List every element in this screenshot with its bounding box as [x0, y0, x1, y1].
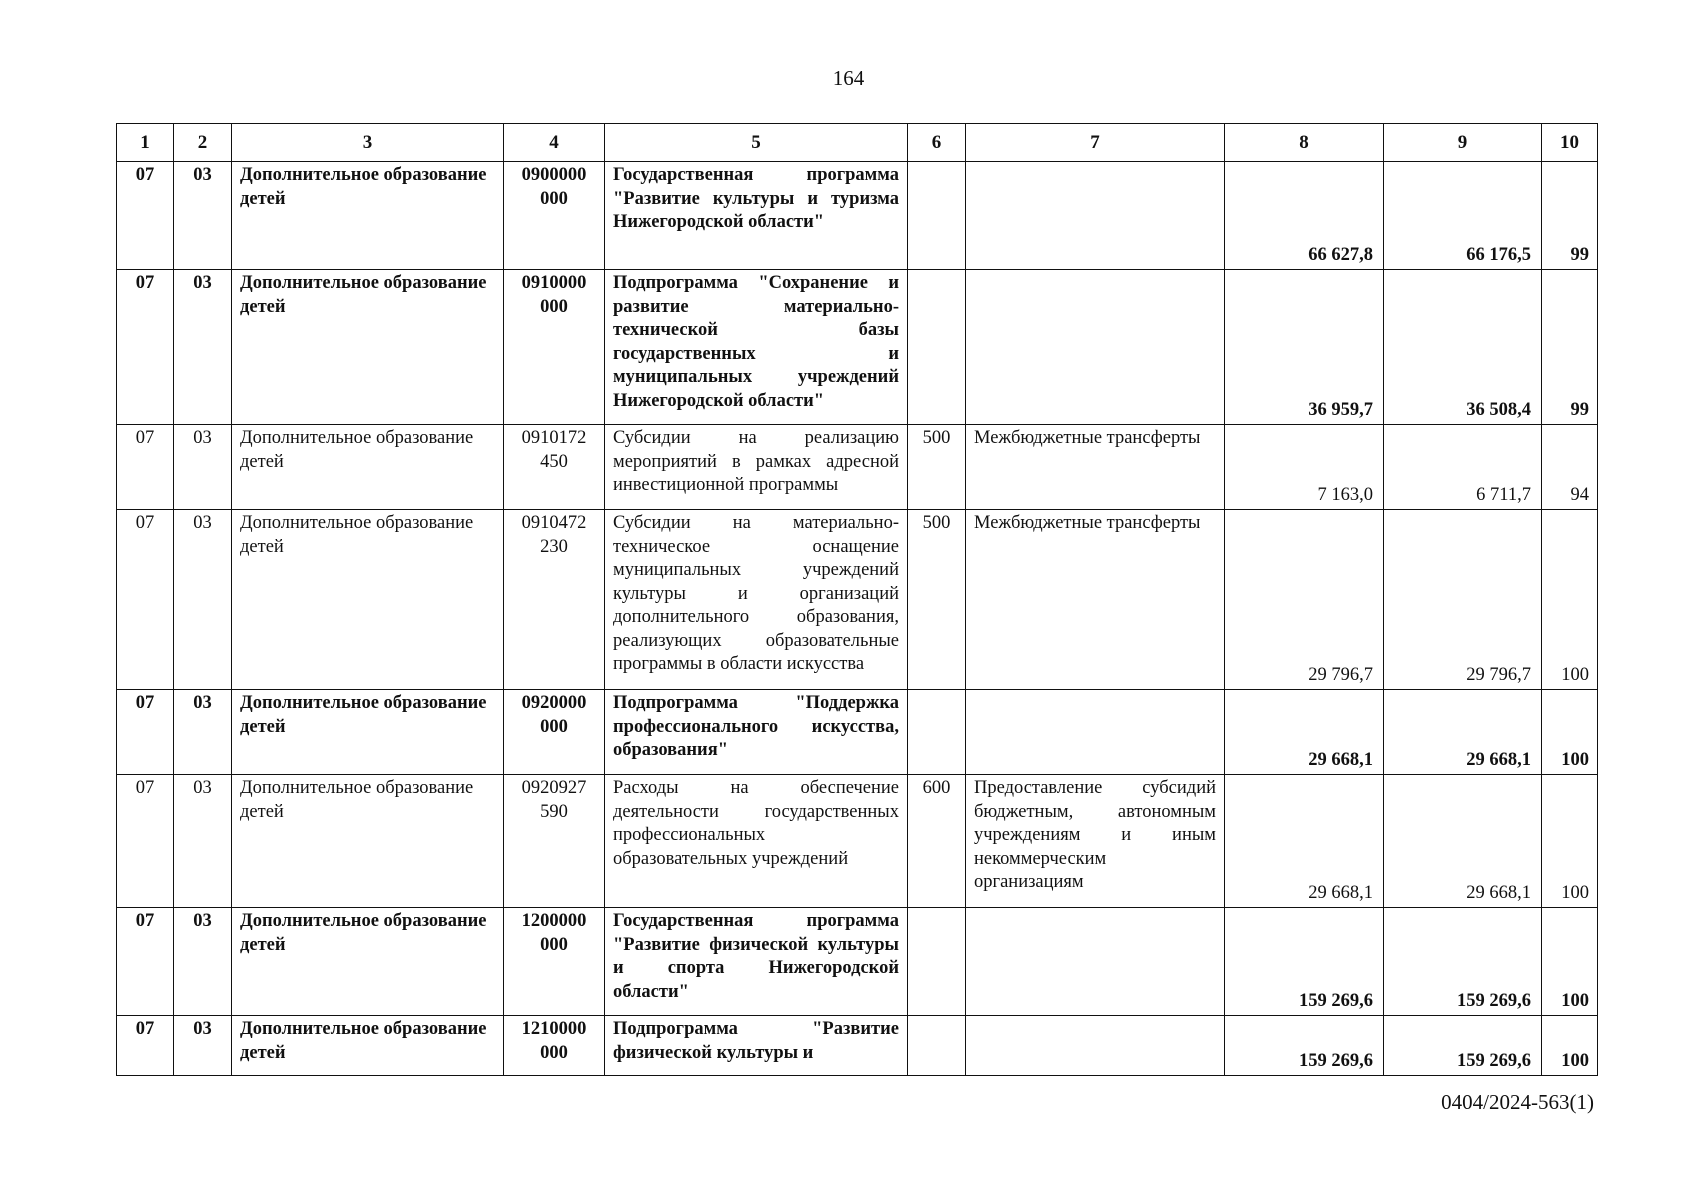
actual-amount-cell: 6 711,7: [1384, 425, 1542, 510]
section-cell: 07: [117, 908, 174, 1016]
expense-type-code-cell: 500: [908, 510, 966, 690]
section-cell: 07: [117, 1016, 174, 1076]
expense-type-code-cell: [908, 270, 966, 425]
expense-type-name-cell: [966, 1016, 1225, 1076]
description-cell: Подпрограмма "Развитие физической культуры и: [605, 1016, 908, 1076]
planned-amount-cell: 29 668,1: [1225, 690, 1384, 775]
section-cell: 07: [117, 162, 174, 270]
expense-type-name-cell: Межбюджетные трансферты: [966, 425, 1225, 510]
subsection-cell: 03: [174, 690, 232, 775]
section-name-cell: Дополнительное образование детей: [232, 1016, 504, 1076]
header-cell: 9: [1384, 124, 1542, 162]
actual-amount-cell: 29 668,1: [1384, 690, 1542, 775]
target-article-cell: 0920000 000: [504, 690, 605, 775]
header-cell: 8: [1225, 124, 1384, 162]
section-cell: 07: [117, 425, 174, 510]
percent-cell: 94: [1542, 425, 1598, 510]
planned-amount-cell: 159 269,6: [1225, 1016, 1384, 1076]
target-article-cell: 0910172 450: [504, 425, 605, 510]
percent-cell: 100: [1542, 775, 1598, 908]
description-cell: Субсидии на реализацию мероприятий в рамках адресной инвестиционной программы: [605, 425, 908, 510]
description-cell: Подпрограмма "Поддержка профессионального искусства, образования": [605, 690, 908, 775]
table-row: [117, 425, 1598, 510]
subsection-cell: 03: [174, 425, 232, 510]
expense-type-code-cell: 500: [908, 425, 966, 510]
section-name-cell: Дополнительное образование детей: [232, 162, 504, 270]
table-row: [117, 1016, 1598, 1076]
expense-type-name-cell: [966, 270, 1225, 425]
section-name-cell: Дополнительное образование детей: [232, 908, 504, 1016]
expense-type-name-cell: [966, 690, 1225, 775]
target-article-cell: 0900000 000: [504, 162, 605, 270]
section-cell: 07: [117, 775, 174, 908]
table-row: [117, 510, 1598, 690]
planned-amount-cell: 29 796,7: [1225, 510, 1384, 690]
header-row: [117, 124, 1598, 162]
subsection-cell: 03: [174, 775, 232, 908]
header-cell: 10: [1542, 124, 1598, 162]
section-name-cell: Дополнительное образование детей: [232, 690, 504, 775]
actual-amount-cell: 29 668,1: [1384, 775, 1542, 908]
actual-amount-cell: 159 269,6: [1384, 1016, 1542, 1076]
target-article-cell: 0910000 000: [504, 270, 605, 425]
page-number: 164: [832, 66, 865, 90]
planned-amount-cell: 159 269,6: [1225, 908, 1384, 1016]
table-row: [117, 908, 1598, 1016]
description-cell: Расходы на обеспечение деятельности государственных профессиональных образовательных учреждений: [605, 775, 908, 908]
section-name-cell: Дополнительное образование детей: [232, 510, 504, 690]
target-article-cell: 0920927 590: [504, 775, 605, 908]
target-article-cell: 1210000 000: [504, 1016, 605, 1076]
expense-type-name-cell: [966, 908, 1225, 1016]
description-cell: Субсидии на материально-техническое оснащение муниципальных учреждений культуры и организаций дополнительного образования, реализующих образовательные программы в области искусства: [605, 510, 908, 690]
expense-type-code-cell: [908, 1016, 966, 1076]
percent-cell: 100: [1542, 908, 1598, 1016]
percent-cell: 100: [1542, 1016, 1598, 1076]
header-cell: 2: [174, 124, 232, 162]
subsection-cell: 03: [174, 510, 232, 690]
table-row: [117, 162, 1598, 270]
header-cell: 5: [605, 124, 908, 162]
percent-cell: 100: [1542, 690, 1598, 775]
document-code: 0404/2024-563(1): [1441, 1090, 1594, 1114]
target-article-cell: 0910472 230: [504, 510, 605, 690]
section-cell: 07: [117, 510, 174, 690]
expense-type-name-cell: Предоставление субсидий бюджетным, автономным учреждениям и иным некоммерческим организациям: [966, 775, 1225, 908]
header-cell: 6: [908, 124, 966, 162]
section-name-cell: Дополнительное образование детей: [232, 270, 504, 425]
expense-type-code-cell: 600: [908, 775, 966, 908]
expense-type-code-cell: [908, 162, 966, 270]
percent-cell: 99: [1542, 270, 1598, 425]
actual-amount-cell: 66 176,5: [1384, 162, 1542, 270]
table-row: [117, 270, 1598, 425]
planned-amount-cell: 29 668,1: [1225, 775, 1384, 908]
percent-cell: 99: [1542, 162, 1598, 270]
description-cell: Подпрограмма "Сохранение и развитие материально-технической базы государственных и муниципальных учреждений Нижегородской области": [605, 270, 908, 425]
section-cell: 07: [117, 270, 174, 425]
budget-table: [116, 123, 1598, 1076]
section-cell: 07: [117, 690, 174, 775]
description-cell: Государственная программа "Развитие физической культуры и спорта Нижегородской области": [605, 908, 908, 1016]
expense-type-code-cell: [908, 690, 966, 775]
subsection-cell: 03: [174, 908, 232, 1016]
expense-type-code-cell: [908, 908, 966, 1016]
header-cell: 1: [117, 124, 174, 162]
percent-cell: 100: [1542, 510, 1598, 690]
header-cell: 7: [966, 124, 1225, 162]
planned-amount-cell: 66 627,8: [1225, 162, 1384, 270]
section-name-cell: Дополнительное образование детей: [232, 775, 504, 908]
target-article-cell: 1200000 000: [504, 908, 605, 1016]
section-name-cell: Дополнительное образование детей: [232, 425, 504, 510]
planned-amount-cell: 36 959,7: [1225, 270, 1384, 425]
planned-amount-cell: 7 163,0: [1225, 425, 1384, 510]
table-row: [117, 775, 1598, 908]
header-cell: 4: [504, 124, 605, 162]
actual-amount-cell: 36 508,4: [1384, 270, 1542, 425]
subsection-cell: 03: [174, 270, 232, 425]
description-cell: Государственная программа "Развитие культуры и туризма Нижегородской области": [605, 162, 908, 270]
expense-type-name-cell: Межбюджетные трансферты: [966, 510, 1225, 690]
actual-amount-cell: 29 796,7: [1384, 510, 1542, 690]
subsection-cell: 03: [174, 1016, 232, 1076]
header-cell: 3: [232, 124, 504, 162]
expense-type-name-cell: [966, 162, 1225, 270]
subsection-cell: 03: [174, 162, 232, 270]
actual-amount-cell: 159 269,6: [1384, 908, 1542, 1016]
table-row: [117, 690, 1598, 775]
